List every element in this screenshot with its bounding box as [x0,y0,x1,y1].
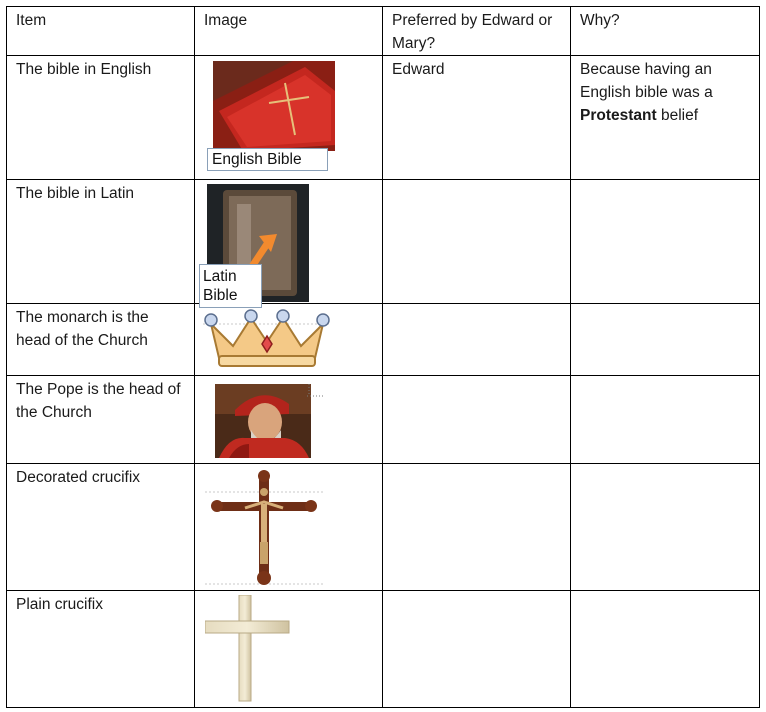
worksheet-table [6,6,760,708]
why-cell[interactable] [571,56,760,180]
preferred-cell[interactable] [383,180,571,304]
item-cell: Decorated crucifix [7,464,195,591]
decorated-crucifix-icon [205,466,323,588]
red-bible-cross-icon [213,61,335,151]
item-cell: The bible in English [7,56,195,180]
header-why: Why? [571,7,760,56]
why-cell[interactable] [571,464,760,591]
table-row [7,180,760,304]
preferred-cell[interactable] [383,464,571,591]
table-row [7,376,760,464]
header-image: Image [195,7,383,56]
image-cell [195,591,383,708]
table-row [7,304,760,376]
pope-portrait-icon [215,384,311,458]
why-cell[interactable] [571,376,760,464]
header-row [7,7,760,56]
table-row [7,464,760,591]
table-row [7,56,760,180]
item-cell: The monarch is the head of the Church [7,304,195,376]
image-cell [195,56,383,180]
why-cell[interactable] [571,591,760,708]
header-item: Item [7,7,195,56]
image-cell [195,180,383,304]
item-cell: The Pope is the head of the Church [7,376,195,464]
image-cell [195,304,383,376]
preferred-cell[interactable] [383,304,571,376]
image-cell [195,464,383,591]
crown-icon [203,308,331,370]
item-cell: Plain crucifix [7,591,195,708]
why-cell[interactable] [571,180,760,304]
table-row [7,591,760,708]
image-caption: English Bible [207,148,328,171]
dotted-guide-icon [307,384,323,398]
header-preferred: Preferred by Edward or Mary? [383,7,571,56]
preferred-cell[interactable] [383,591,571,708]
image-caption: Latin Bible [199,264,262,308]
why-cell[interactable] [571,304,760,376]
why-text: Because having an English bible was a Protestant belief [580,61,713,124]
item-cell: The bible in Latin [7,180,195,304]
preferred-cell[interactable]: Edward [383,56,571,180]
image-cell [195,376,383,464]
plain-cross-icon [205,595,293,703]
preferred-cell[interactable] [383,376,571,464]
